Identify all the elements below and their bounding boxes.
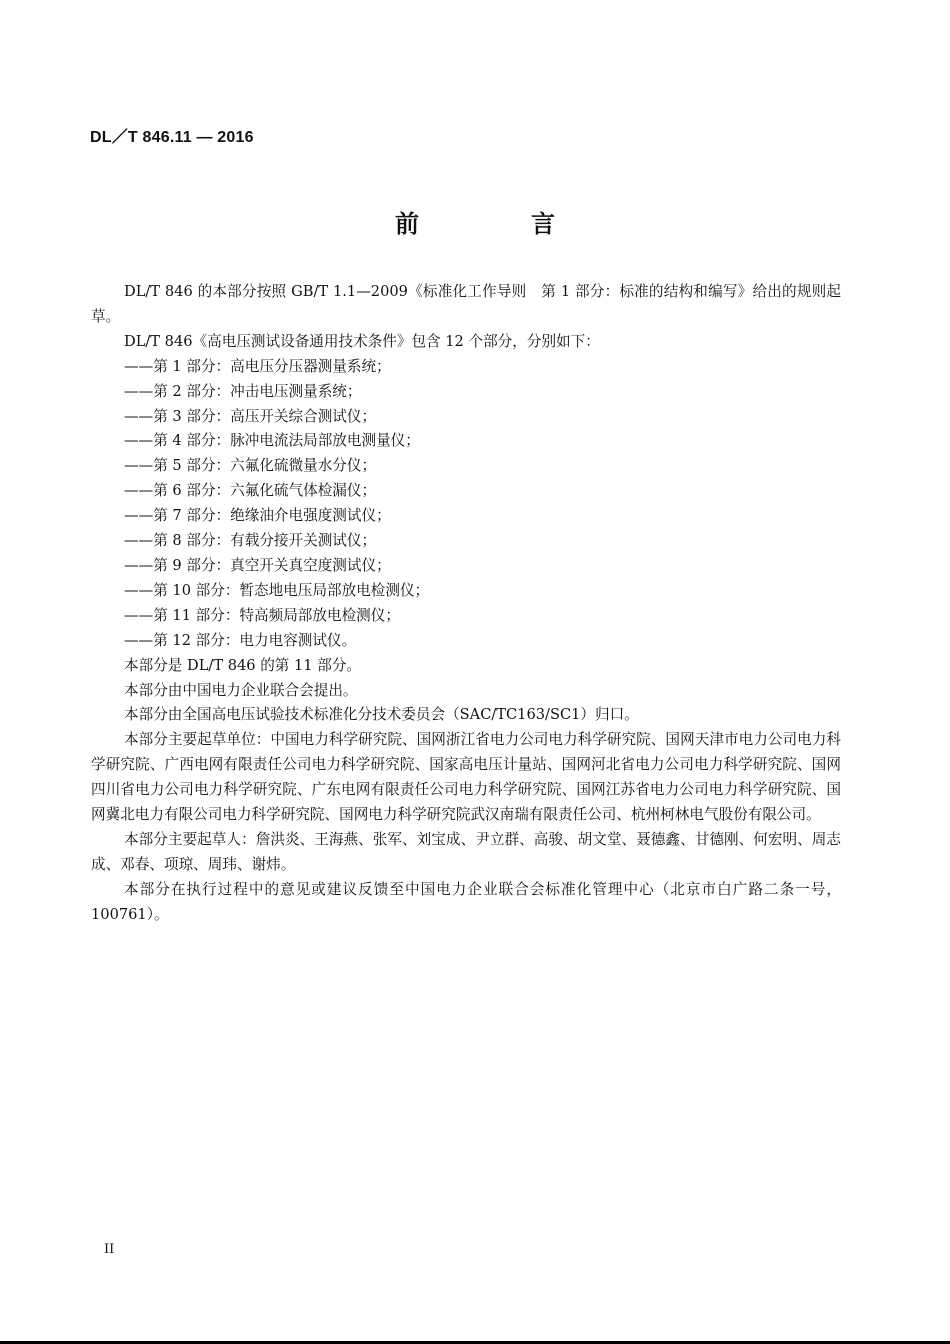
paragraph-parts-intro: DL/T 846《高电压测试设备通用技术条件》包含 12 个部分，分别如下： — [124, 332, 600, 350]
page-title: 前 言 — [395, 210, 599, 238]
paragraph-drafters: 本部分主要起草人：詹洪炎、王海燕、张军、刘宝成、尹立群、高骏、胡文堂、聂德鑫、甘德刚、何宏明、周志成、邓春、项琼、周玮、谢炜。 — [91, 830, 841, 873]
page-number: II — [104, 1242, 115, 1257]
list-item: ——第 7 部分：绝缘油介电强度测试仪； — [124, 507, 391, 525]
paragraph-feedback: 本部分在执行过程中的意见或建议反馈至中国电力企业联合会标准化管理中心（北京市白广路二条一号，100761）。 — [91, 880, 841, 923]
paragraph-committee: 本部分由全国高电压试验技术标准化分技术委员会（SAC/TC163/SC1）归口。 — [124, 706, 639, 724]
list-item: ——第 11 部分：特高频局部放电检测仪； — [124, 606, 400, 624]
list-item: ——第 10 部分：暂态地电压局部放电检测仪； — [124, 581, 430, 599]
list-item: ——第 8 部分：有载分接开关测试仪； — [124, 532, 377, 550]
list-item: ——第 3 部分：高压开关综合测试仪； — [124, 407, 377, 425]
list-item: ——第 5 部分：六氟化硫微量水分仪； — [124, 457, 377, 475]
paragraph-drafting-rules: DL/T 846 的本部分按照 GB/T 1.1—2009《标准化工作导则 第 1 部分：标准的结构和编写》给出的规则起草。 — [91, 283, 841, 325]
list-item: ——第 12 部分：电力电容测试仪。 — [124, 631, 357, 649]
list-item: ——第 1 部分：高电压分压器测量系统； — [124, 357, 391, 375]
foreword-body — [91, 280, 841, 928]
list-item: ——第 6 部分：六氟化硫气体检漏仪； — [124, 482, 377, 500]
list-item: ——第 2 部分：冲击电压测量系统； — [124, 382, 362, 400]
list-item: ——第 9 部分：真空开关真空度测试仪； — [124, 556, 391, 574]
paragraph-drafting-units: 本部分主要起草单位：中国电力科学研究院、国网浙江省电力公司电力科学研究院、国网天津市电力公司电力科学研究院、广西电网有限责任公司电力科学研究院、国家高电压计量站、国网河北省电力公司电力科学研究院、国网四川省电力公司电力科学研究院、广东电网有限责任公司电力科学研究院、国网江苏省电力公司电力科学研究院、国网冀北电力有限公司电力科学研究院、国网电力科学研究院武汉南瑞有限责任公司、杭州柯林电气股份有限公司。 — [91, 731, 841, 824]
paragraph-part-number: 本部分是 DL/T 846 的第 11 部分。 — [124, 656, 362, 674]
list-item: ——第 4 部分：脉冲电流法局部放电测量仪； — [124, 432, 420, 450]
paragraph-proposer: 本部分由中国电力企业联合会提出。 — [124, 681, 358, 699]
standard-number: DL／T 846.11 — 2016 — [90, 129, 254, 146]
